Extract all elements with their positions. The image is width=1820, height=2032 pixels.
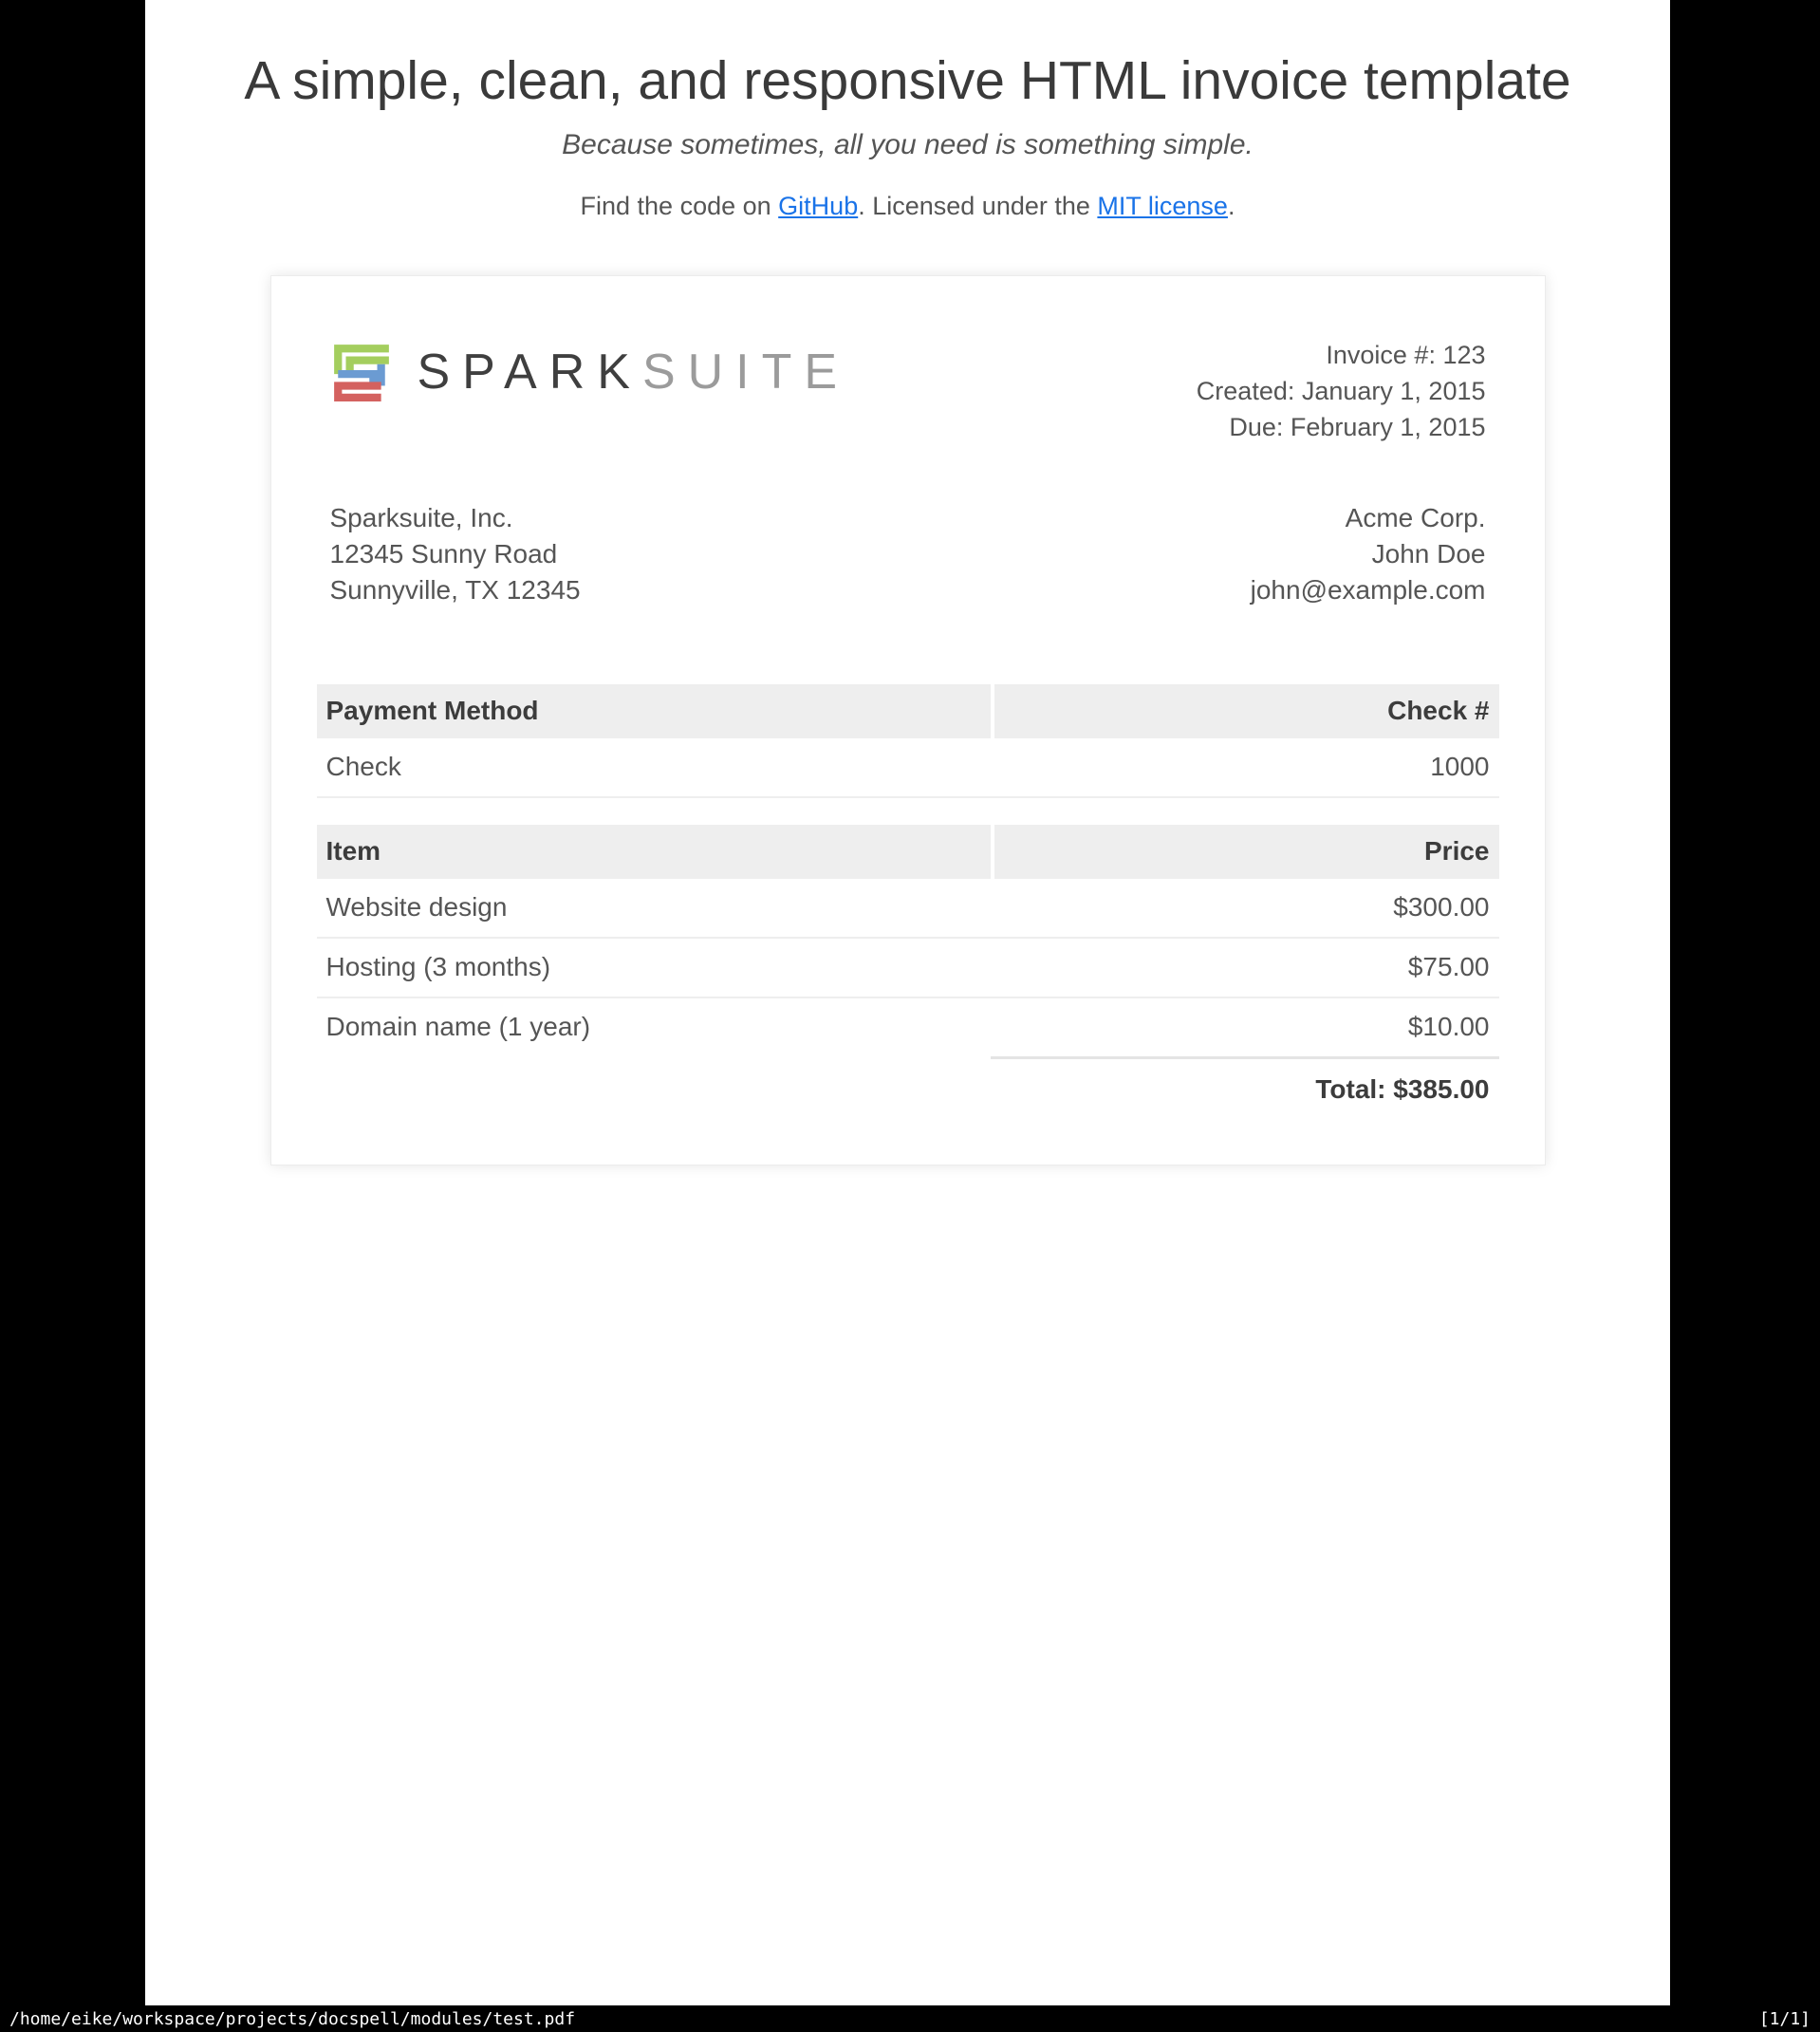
invoice-due-date: Due: February 1, 2015	[1229, 413, 1486, 441]
payment-method-value: Check	[317, 738, 991, 798]
items-header-row	[317, 825, 1499, 879]
buyer-address	[1251, 500, 1486, 608]
links-line	[145, 192, 1670, 221]
payment-table	[317, 684, 1499, 798]
invoice-top-row	[317, 341, 1499, 445]
seller-street: 12345 Sunny Road	[329, 539, 558, 569]
mit-license-link[interactable]: MIT license	[1097, 192, 1228, 220]
logo-word-suite: SUITE	[641, 345, 850, 400]
table-row	[317, 998, 1499, 1056]
invoice-box	[270, 275, 1546, 1165]
total-row	[317, 1056, 1499, 1119]
logo-wordmark	[418, 344, 850, 401]
links-line-suffix: .	[1227, 192, 1235, 220]
seller-name: Sparksuite, Inc.	[329, 503, 513, 532]
seller-city: Sunnyville, TX 12345	[329, 575, 581, 605]
invoice-meta	[1197, 337, 1486, 445]
buyer-company: Acme Corp.	[1345, 503, 1486, 532]
check-number-value: 1000	[991, 738, 1499, 798]
check-number-header: Check #	[991, 684, 1499, 738]
links-line-middle: . Licensed under the	[858, 192, 1098, 220]
payment-method-header: Payment Method	[317, 684, 991, 738]
page-subtitle: Because sometimes, all you need is something simple.	[562, 129, 1254, 160]
item-price: $75.00	[991, 939, 1499, 998]
item-price: $300.00	[991, 879, 1499, 939]
invoice-number: Invoice #: 123	[1326, 341, 1486, 369]
buyer-name: John Doe	[1371, 539, 1486, 569]
total-value: Total: $385.00	[991, 1056, 1499, 1119]
item-price: $10.00	[1407, 1012, 1490, 1041]
links-line-prefix: Find the code on	[580, 192, 779, 220]
pdf-page	[145, 0, 1670, 2005]
buyer-email: john@example.com	[1250, 575, 1486, 605]
item-name: Domain name (1 year)	[325, 1012, 591, 1041]
company-logo	[330, 341, 850, 403]
invoice-created-date: Created: January 1, 2015	[1196, 377, 1486, 405]
github-link[interactable]: GitHub	[778, 192, 859, 220]
table-row	[317, 939, 1499, 998]
page-title: A simple, clean, and responsive HTML invoice template	[244, 50, 1571, 111]
price-header: Price	[991, 825, 1499, 879]
table-row	[317, 738, 1499, 798]
item-name: Website design	[317, 879, 991, 939]
viewer-statusbar	[0, 2005, 1820, 2032]
logo-word-spark: SPARK	[417, 345, 642, 400]
statusbar-page-indicator: [1/1]	[1758, 2008, 1811, 2029]
items-table	[317, 825, 1499, 1119]
total-spacer	[317, 1056, 991, 1119]
item-name: Hosting (3 months)	[317, 939, 991, 998]
invoice-addresses	[317, 500, 1499, 608]
seller-address	[330, 500, 581, 608]
item-header: Item	[317, 825, 991, 879]
table-row	[317, 879, 1499, 939]
payment-header-row	[317, 684, 1499, 738]
statusbar-file-path: /home/eike/workspace/projects/docspell/modules/test.pdf	[9, 2008, 576, 2029]
sparksuite-logo-icon	[330, 341, 393, 403]
